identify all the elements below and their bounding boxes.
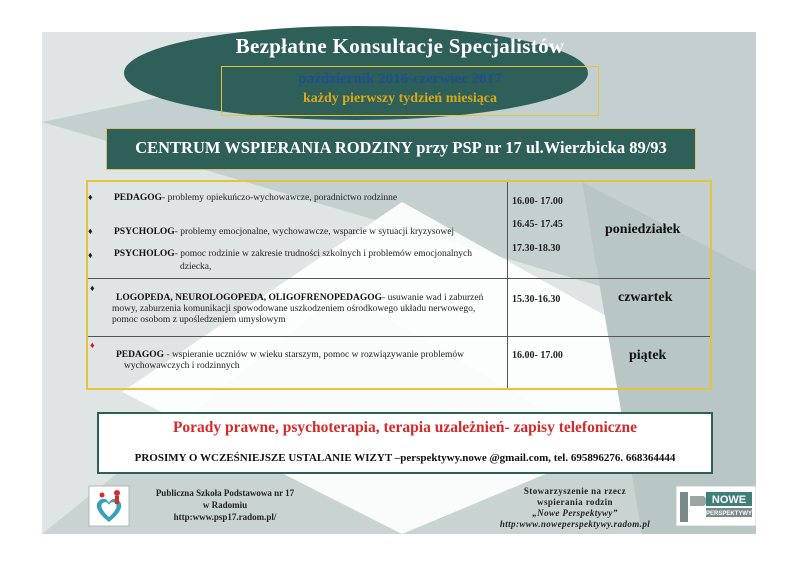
time-slot: 17.30-18.30 [512,243,561,254]
school-url: http:www.psp17.radom.pl/ [173,512,277,522]
bullet-icon: ♦ [88,192,93,202]
date-note: każdy pierwszy tydzień miesiąca [302,91,498,106]
services-note: Porady prawne, psychoterapia, terapia uzależnień- zapisy telefoniczne [172,419,638,436]
service-name: LOGOPEDA, NEUROLOGOPEDA, OLIGOFRENOPEDAGOG [116,293,383,303]
service-name: PEDAGOG [114,193,163,203]
contact-line: PROSIMY O WCZEŚNIEJSZE USTALANIE WIZYT –perspektywy.nowe @gmail.com, tel. 695896276. 668364444 [134,452,676,464]
service-desc-cont: mowy, zaburzenia komunikacji spowodowane uszkodzeniem ośrodkowego układu nerwowego, [112,304,476,314]
row-divider [88,336,710,337]
service-desc-cont: wychowawczych i rodzinnych [124,361,240,371]
column-divider [507,182,508,388]
service-desc-cont: dziecka, [180,262,212,272]
assoc-url: http:www.noweperspektywy.radom.pl [499,519,651,529]
assoc-name: „Nowe Perspektywy” [532,508,618,518]
association-info [480,486,670,530]
page-title: Bezpłatne Konsultacje Specjalistów [235,34,565,58]
bullet-icon: ♦ [90,283,95,293]
bullet-icon: ♦ [88,250,93,260]
time-slot: 16.00- 17.00 [512,196,563,207]
time-slot: 16.00- 17.00 [512,350,563,361]
school-name: Publiczna Szkoła Podstawowa nr 17 [155,488,295,498]
time-slot: 16.45- 17.45 [512,219,563,230]
time-slot: 15.30-16.30 [512,294,561,305]
bullet-icon: ♦ [88,226,93,236]
day-label: poniedziałek [605,222,681,237]
row-divider [88,278,710,279]
assoc-line-2: wspierania rodzin [537,497,613,507]
service-desc: - usuwanie wad i zaburzeń [382,293,484,303]
service-item [116,350,506,361]
service-item [114,193,504,204]
nowe-perspektywy-logo-icon [676,486,756,526]
service-desc: - problemy opiekuńczo-wychowawcze, poradnictwo rodzinne [162,193,398,203]
service-name: PSYCHOLOG [114,227,175,237]
date-range: październik 2016-czerwiec 2017 [298,71,502,87]
service-item [112,293,507,304]
service-desc: - pomoc rodzinie w zakresie trudności szkolnych i problemów emocjonalnych [174,249,473,259]
service-name: PEDAGOG [116,350,165,360]
logo-word-1: NOWE [711,494,747,506]
day-label: piątek [629,348,667,363]
school-logo-icon [86,484,132,528]
service-item [114,249,504,260]
day-label: czwartek [618,290,673,305]
assoc-line-1: Stowarzyszenie na rzecz [523,486,627,496]
school-info [150,487,300,523]
service-desc: - wspieranie uczniów w wieku starszym, pomoc w rozwiązywanie problemów [164,350,464,360]
service-desc-cont: pomoc osobom z upośledzeniem umysłowym [112,315,286,325]
logo-word-2: PERSPEKTYWY [705,511,753,517]
service-desc: - problemy emocjonalne, wychowawcze, wsparcie w sytuacji kryzysowej [174,227,455,237]
center-title: CENTRUM WSPIERANIA RODZINY przy PSP nr 17 ul.Wierzbicka 89/93 [135,138,667,157]
bullet-icon: ♦ [90,340,95,350]
service-name: PSYCHOLOG [114,249,175,259]
service-item [114,227,504,238]
school-city: w Radomiu [202,500,248,510]
